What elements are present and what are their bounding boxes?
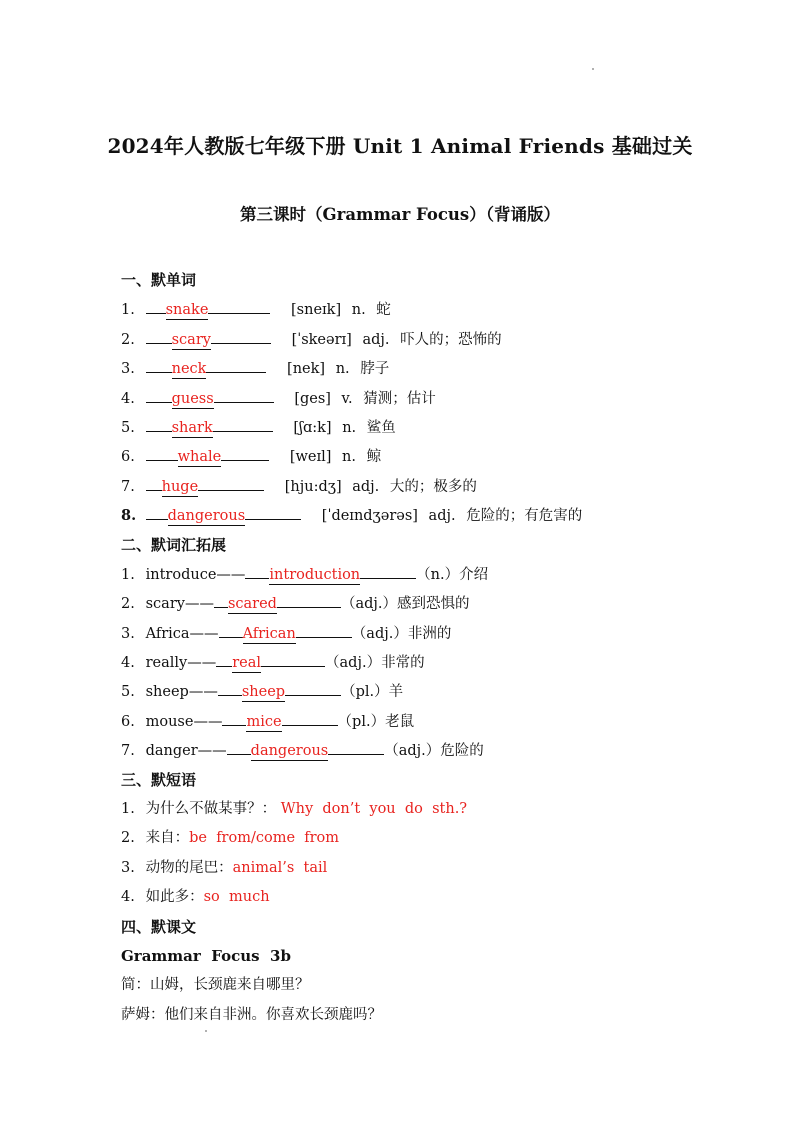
answer-text: whale (177, 449, 222, 466)
answer-text: so much (203, 889, 270, 906)
answer-text: introduction (269, 566, 361, 583)
answer-text: dangerous (167, 508, 246, 525)
vocab-item: 2. scary—— scared （adj.）感到恐惧的 (121, 589, 761, 618)
text-line: 萨姆：他们来自非洲。你喜欢长颈鹿吗？ (121, 1006, 382, 1023)
word-item: 3. neck [nek] n. 脖子 (121, 354, 761, 383)
document-subtitle: 第三课时（Grammar Focus）（背诵版） (240, 205, 560, 224)
answer-text: animal’s tail (232, 859, 328, 876)
answer-text: real (232, 655, 262, 672)
phonetic: [hju:dʒ] (284, 478, 342, 495)
word-item: 8. dangerous [ˈdeɪndʒərəs] adj. 危险的；有危害的 (121, 501, 761, 530)
phonetic: [ges] (294, 390, 331, 407)
phonetic: [ʃɑ:k] (293, 419, 332, 436)
phonetic: [weɪl] (289, 449, 332, 466)
word-item: 1. snake [sneɪk] n. 蛇 (121, 295, 761, 324)
vocab-item: 6. mouse—— mice （pl.）老鼠 (121, 707, 761, 736)
section-heading-text: 四、默课文 (121, 917, 197, 936)
phrase-item: 3. 动物的尾巴：animal’s tail (121, 859, 328, 876)
answer-text: scary (171, 331, 211, 348)
answer-text: snake (165, 302, 209, 319)
answer-text: Why don’t you do sth.? (280, 801, 468, 818)
section-heading-words: 一、默单词 (121, 271, 197, 289)
phrase-item: 4. 如此多：so much (121, 889, 270, 906)
vocab-item: 7. danger—— dangerous （adj.）危险的 (121, 736, 761, 765)
word-item: 2. scary [ˈskeərɪ] adj. 吓人的；恐怖的 (121, 325, 761, 354)
word-item: 4. guess [ges] v. 猜测；估计 (121, 384, 761, 413)
answer-text: African (242, 625, 296, 642)
word-item: 7. huge [hju:dʒ] adj. 大的；极多的 (121, 472, 761, 501)
answer-text: mice (246, 713, 282, 730)
scan-dot (592, 68, 594, 70)
phrase-item: 2. 来自：be from/come from (121, 830, 340, 847)
vocab-item: 3. Africa—— African （adj.）非洲的 (121, 619, 761, 648)
answer-text: sheep (241, 684, 286, 701)
document-body (121, 266, 761, 1030)
phonetic: [sneɪk] (291, 302, 342, 319)
text-line: 简：山姆，长颈鹿来自哪里？ (121, 977, 310, 994)
vocab-item: 5. sheep—— sheep （pl.）羊 (121, 677, 761, 706)
word-item: 5. shark [ʃɑ:k] n. 鲨鱼 (121, 413, 761, 442)
text-subheading: Grammar Focus 3b (121, 946, 291, 965)
answer-text: neck (171, 361, 207, 378)
scan-dot (205, 1030, 207, 1032)
word-item: 6. whale [weɪl] n. 鲸 (121, 442, 761, 471)
answer-text: be from/come from (189, 830, 340, 847)
section-heading-vocab-expansion: 二、默词汇拓展 (121, 535, 227, 554)
document-title: 2024年人教版七年级下册 Unit 1 Animal Friends 基础过关 (107, 134, 693, 158)
answer-text: guess (171, 390, 214, 407)
phonetic: [nek] (287, 361, 326, 378)
section-heading-phrases: 三、默短语 (121, 770, 197, 789)
phonetic: [ˈdeɪndʒərəs] (321, 508, 418, 525)
vocab-item: 1. introduce—— introduction （n.）介绍 (121, 560, 761, 589)
answer-text: huge (161, 478, 199, 495)
vocab-item: 4. really—— real （adj.）非常的 (121, 648, 761, 677)
phonetic: [ˈskeərɪ] (291, 331, 352, 348)
answer-text: shark (171, 419, 213, 436)
answer-text: dangerous (250, 743, 329, 760)
answer-text: scared (227, 596, 277, 613)
phrase-item: 1. 为什么不做某事？： Why don’t you do sth.? (121, 801, 468, 818)
